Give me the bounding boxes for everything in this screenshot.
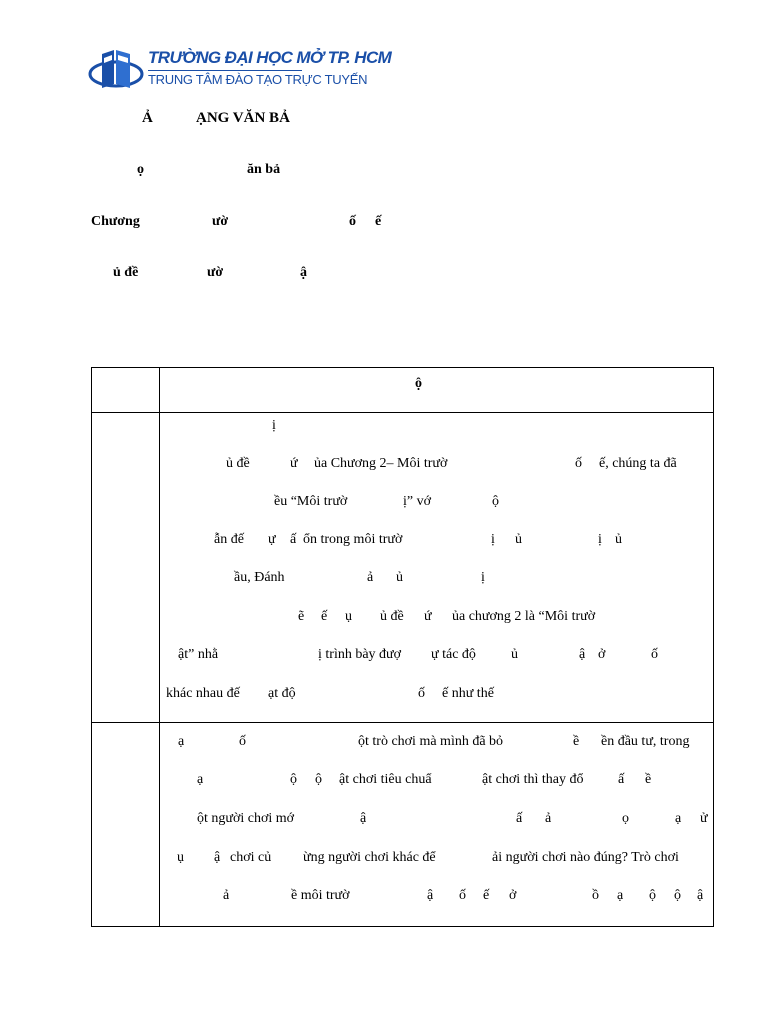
table-cell-text: ủ	[511, 647, 518, 662]
table-header-divider	[91, 412, 714, 413]
table-cell-text: ề	[573, 734, 580, 749]
table-cell-text: ột trò chơi mà mình đã bỏ	[358, 734, 504, 749]
table-cell-text: khác nhau đế	[166, 686, 240, 701]
table-cell-text: ả	[545, 811, 552, 826]
table-cell-text: ứ	[424, 609, 432, 624]
table-cell-text: ủa chương 2 là “Môi trườ	[452, 609, 596, 624]
table-cell-text: ố	[459, 888, 466, 903]
table-cell-text: ậ	[579, 647, 586, 662]
table-cell-text: chơi củ	[230, 850, 272, 865]
table-cell-text: ế như thế	[442, 686, 494, 701]
table-cell-text: ẫn đế	[214, 532, 244, 547]
table-cell-text: ử	[700, 811, 708, 826]
topic-fragment: ậ	[300, 265, 307, 280]
table-cell-text: ả	[223, 888, 230, 903]
table-cell-text: ạ	[675, 811, 682, 826]
title-fragment: Ả	[142, 110, 153, 126]
table-cell-text: ộ	[649, 888, 656, 903]
table-cell-text: ở	[598, 647, 606, 662]
table-cell-text: ố	[575, 456, 582, 471]
table-cell-text: ề	[645, 772, 652, 787]
chapter-fragment: ố	[349, 214, 356, 229]
table-cell-text: ố	[651, 647, 658, 662]
table-cell-text: ủ	[396, 570, 403, 585]
table-cell-text: ấ	[516, 811, 523, 826]
chapter-label: Chương	[91, 214, 140, 229]
table-cell-text: ậ	[427, 888, 434, 903]
subject-value: ăn bả	[247, 162, 281, 177]
center-name: TRUNG TÂM ĐÀO TẠO TRỰC TUYẾN	[148, 72, 368, 87]
table-cell-text: ền đầu tư, trong	[601, 734, 690, 749]
chapter-fragment: ế	[375, 214, 382, 229]
university-logo	[88, 44, 392, 96]
table-cell-text: ự	[268, 532, 276, 547]
table-cell-text: ị” vớ	[403, 494, 432, 509]
topic-fragment: ườ	[207, 265, 224, 280]
table-cell-text: ộ	[315, 772, 322, 787]
table-cell-text: ề môi trườ	[291, 888, 350, 903]
table-cell-text: ải người chơi nào đúng? Trò chơi	[492, 850, 679, 865]
table-cell-text: ộ	[492, 494, 499, 509]
table-cell-text: ế	[321, 609, 328, 624]
book-emblem-icon	[88, 44, 148, 96]
table-cell-text: ế, chúng ta đã	[599, 456, 677, 471]
table-cell-text: ậ	[214, 850, 221, 865]
table-cell-text: ật chơi thì thay đổ	[482, 772, 584, 787]
table-cell-text: ấ	[290, 532, 297, 547]
topic-label: ủ đề	[113, 265, 139, 280]
table-cell-text: ổn trong môi trườ	[303, 532, 403, 547]
table-cell-text: ự tác độ	[431, 647, 476, 662]
table-cell-text: ẽ	[298, 609, 305, 624]
table-cell-text: ều “Môi trườ	[274, 494, 348, 509]
table-cell-text: ố	[239, 734, 246, 749]
table-cell-text: ủ	[615, 532, 622, 547]
table-cell-text: ừng người chơi khác để	[303, 850, 436, 865]
table-cell-text: ị	[598, 532, 602, 547]
table-cell-text: ậ	[360, 811, 367, 826]
table-cell-text: ủ đề	[226, 456, 250, 471]
table-header-text: ộ	[415, 376, 422, 391]
table-row-divider	[91, 722, 714, 723]
table-cell-text: ồ	[592, 888, 599, 903]
table-cell-text: ột người chơi mớ	[197, 811, 295, 826]
table-cell-text: ộ	[674, 888, 681, 903]
table-cell-text: ị	[481, 570, 485, 585]
chapter-fragment: ườ	[212, 214, 229, 229]
university-name: TRƯỜNG ĐẠI HỌC MỞ TP. HCM	[148, 48, 392, 67]
table-cell-text: ị trình bày đượ	[318, 647, 402, 662]
table-cell-text: ủ đề	[380, 609, 404, 624]
table-cell-text: ủa Chương 2– Môi trườ	[314, 456, 448, 471]
table-cell-text: ạ	[617, 888, 624, 903]
subject-label: ọ	[137, 162, 144, 177]
table-cell-text: ị	[272, 418, 276, 433]
table-cell-text: ở	[509, 888, 517, 903]
title-fragment: ẠNG VĂN BẢ	[196, 110, 290, 126]
table-cell-text: ật chơi tiêu chuẩ	[339, 772, 432, 787]
table-cell-text: ạt độ	[268, 686, 296, 701]
table-column-divider	[159, 367, 160, 927]
table-cell-text: ụ	[345, 609, 352, 624]
table-cell-text: ạ	[178, 734, 185, 749]
table-cell-text: ứ	[290, 456, 298, 471]
table-cell-text: ế	[483, 888, 490, 903]
table-cell-text: ấ	[618, 772, 625, 787]
table-cell-text: ố	[418, 686, 425, 701]
table-cell-text: ậ	[697, 888, 704, 903]
logo-divider	[148, 70, 302, 71]
table-cell-text: ạ	[197, 772, 204, 787]
table-cell-text: ật” nhằ	[178, 647, 219, 662]
table-cell-text: ủ	[515, 532, 522, 547]
table-cell-text: ầu, Đánh	[234, 570, 285, 585]
table-cell-text: ụ	[177, 850, 184, 865]
table-cell-text: ọ	[622, 811, 629, 826]
table-cell-text: ộ	[290, 772, 297, 787]
table-cell-text: ị	[491, 532, 495, 547]
table-cell-text: ả	[367, 570, 374, 585]
